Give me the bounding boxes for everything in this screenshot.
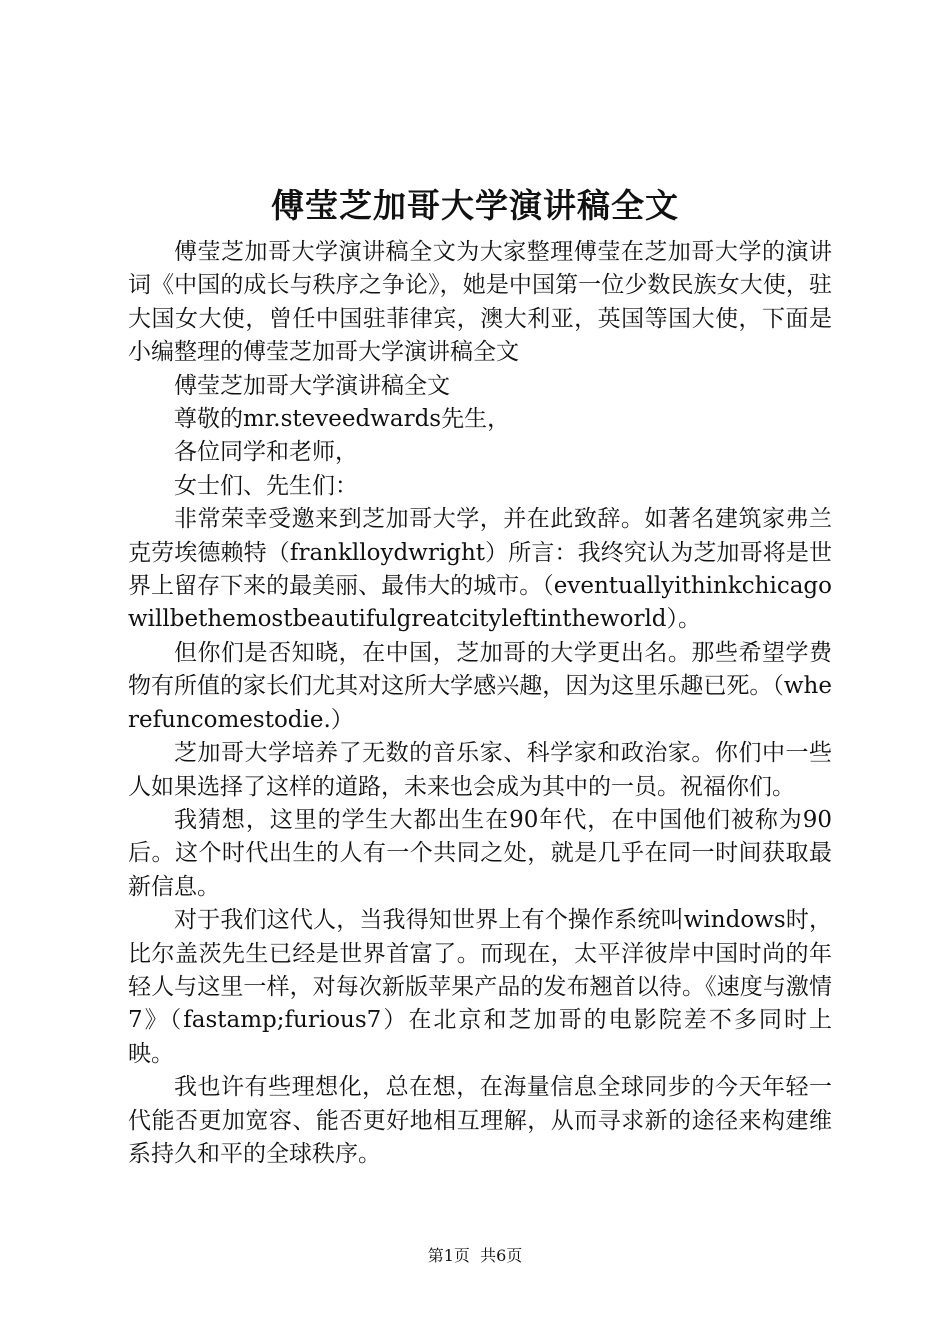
paragraph-global-order: 我也许有些理想化，总在想，在海量信息全球同步的今天年轻一代能否更加宽容、能否更好地相互理解，从而寻求新的途径来构建维系持久和平的全球秩序。 xyxy=(128,1074,832,1167)
paragraph-salutation-audience: 女士们、先生们： xyxy=(174,472,358,499)
paragraph-intro: 傅莹芝加哥大学演讲稿全文为大家整理傅莹在芝加哥大学的演讲词《中国的成长与秩序之争论》，她是中国第一位少数民族女大使，驻大国女大使，曾任中国驻菲律宾，澳大利亚，英国等国大使，下面是小编整理的傅莹芝加哥大学演讲稿全文 xyxy=(128,239,832,366)
paragraph-university-fame: 但你们是否知晓，在中国，芝加哥的大学更出名。那些希望学费物有所值的家长们尤其对这所大学感兴趣，因为这里乐趣已死。（wherefuncomestodie.） xyxy=(128,639,832,733)
paragraph-alumni: 芝加哥大学培养了无数的音乐家、科学家和政治家。你们中一些人如果选择了这样的道路，未来也会成为其中的一员。祝福你们。 xyxy=(128,740,832,800)
page-footer xyxy=(0,1244,950,1268)
document-body xyxy=(128,236,832,1171)
page-number: 第1页 xyxy=(427,1246,470,1265)
paragraph-subtitle: 傅莹芝加哥大学演讲稿全文 xyxy=(174,372,450,399)
document-title: 傅莹芝加哥大学演讲稿全文 xyxy=(271,186,679,225)
paragraph-salutation-students: 各位同学和老师， xyxy=(174,439,358,466)
paragraph-post-90s: 我猜想，这里的学生大都出生在90年代，在中国他们被称为90后。这个时代出生的人有一个共同之处，就是几乎在同一时间获取最新信息。 xyxy=(128,806,832,900)
paragraph-generation: 对于我们这代人，当我得知世界上有个操作系统叫windows时，比尔盖茨先生已经是世界首富了。而现在，太平洋彼岸中国时尚的年轻人与这里一样，对每次新版苹果产品的发布翘首以待。《速度与激情7》（fastamp;furious7）在北京和芝加哥的电影院差不多同时上映。 xyxy=(128,907,832,1067)
paragraph-salutation-host: 尊敬的mr.steveedwards先生， xyxy=(174,406,511,433)
paragraph-chicago-city: 非常荣幸受邀来到芝加哥大学，并在此致辞。如著名建筑家弗兰克劳埃德赖特（franklloydwright）所言：我终究认为芝加哥将是世界上留存下来的最美丽、最伟大的城市。（eventuallyithinkchicagowillbethemostbeautifulgreatcityleftintheworld）。 xyxy=(128,506,832,633)
page-total: 共6页 xyxy=(480,1246,523,1265)
